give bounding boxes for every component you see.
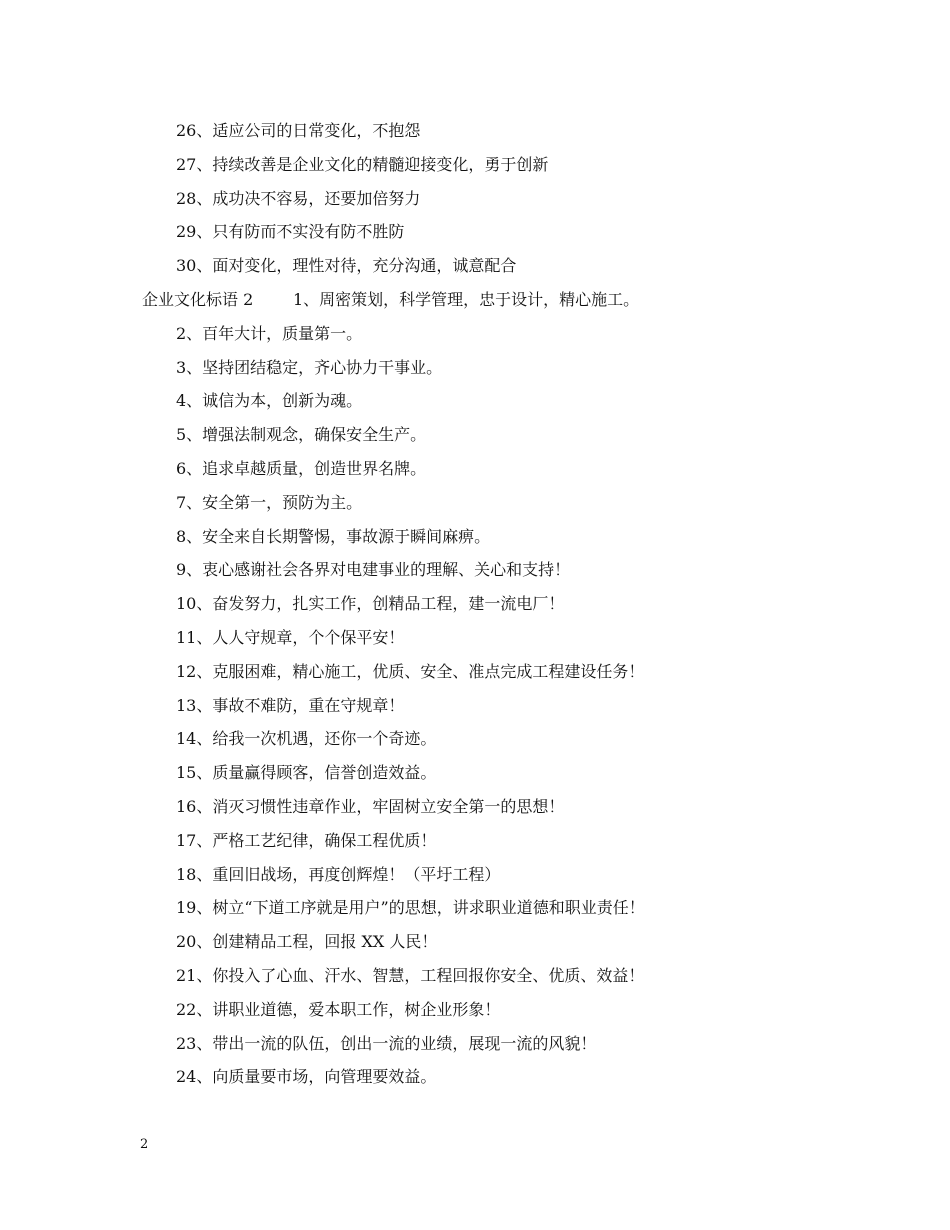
list-item: 28、成功决不容易，还要加倍努力 <box>176 188 421 208</box>
list-item: 13、事故不难防，重在守规章！ <box>176 695 405 715</box>
list-item: 30、面对变化，理性对待，充分沟通，诚意配合 <box>176 256 517 276</box>
page-number: 2 <box>140 1137 149 1152</box>
section-title: 企业文化标语 2 <box>142 289 254 309</box>
list-item: 21、你投入了心血、汗水、智慧，工程回报你安全、优质、效益！ <box>176 965 645 985</box>
list-item: 4、诚信为本，创新为魂。 <box>176 391 363 411</box>
list-item: 22、讲职业道德，爱本职工作，树企业形象！ <box>176 999 501 1019</box>
list-item: 24、向质量要市场，向管理要效益。 <box>176 1067 437 1087</box>
list-item: 16、消灭习惯性违章作业，牢固树立安全第一的思想！ <box>176 796 565 816</box>
list-item: 2、百年大计，质量第一。 <box>176 323 363 343</box>
list-item: 20、创建精品工程，回报 XX 人民！ <box>176 932 438 952</box>
list-item: 23、带出一流的队伍，创出一流的业绩，展现一流的风貌！ <box>176 1033 597 1053</box>
list-item: 19、树立“下道工序就是用户”的思想，讲求职业道德和职业责任！ <box>176 898 645 918</box>
list-item: 12、克服困难，精心施工，优质、安全、准点完成工程建设任务！ <box>176 661 645 681</box>
slogan-list <box>142 114 842 1094</box>
list-item: 7、安全第一，预防为主。 <box>176 492 363 512</box>
list-item: 26、适应公司的日常变化，不抱怨 <box>176 121 421 140</box>
list-item: 29、只有防而不实没有防不胜防 <box>176 222 405 242</box>
list-item: 15、质量赢得顾客，信誉创造效益。 <box>176 763 437 783</box>
list-item: 6、追求卓越质量，创造世界名牌。 <box>176 458 427 478</box>
list-item: 3、坚持团结稳定，齐心协力干事业。 <box>176 357 443 377</box>
section-heading-line <box>142 283 842 317</box>
list-item: 8、安全来自长期警惕，事故源于瞬间麻痹。 <box>176 526 491 546</box>
list-item: 11、人人守规章，个个保平安！ <box>176 627 405 647</box>
list-item: 27、持续改善是企业文化的精髓迎接变化，勇于创新 <box>176 154 549 174</box>
list-item: 17、严格工艺纪律，确保工程优质！ <box>176 830 437 850</box>
list-item: 5、增强法制观念，确保安全生产。 <box>176 425 427 445</box>
list-item: 9、衷心感谢社会各界对电建事业的理解、关心和支持！ <box>176 560 571 580</box>
list-item: 10、奋发努力，扎实工作，创精品工程，建一流电厂！ <box>176 594 565 614</box>
list-item: 18、重回旧战场，再度创辉煌！（平圩工程） <box>176 864 501 884</box>
list-item: 1、周密策划，科学管理，忠于设计，精心施工。 <box>293 289 640 309</box>
list-item: 14、给我一次机遇，还你一个奇迹。 <box>176 729 437 749</box>
